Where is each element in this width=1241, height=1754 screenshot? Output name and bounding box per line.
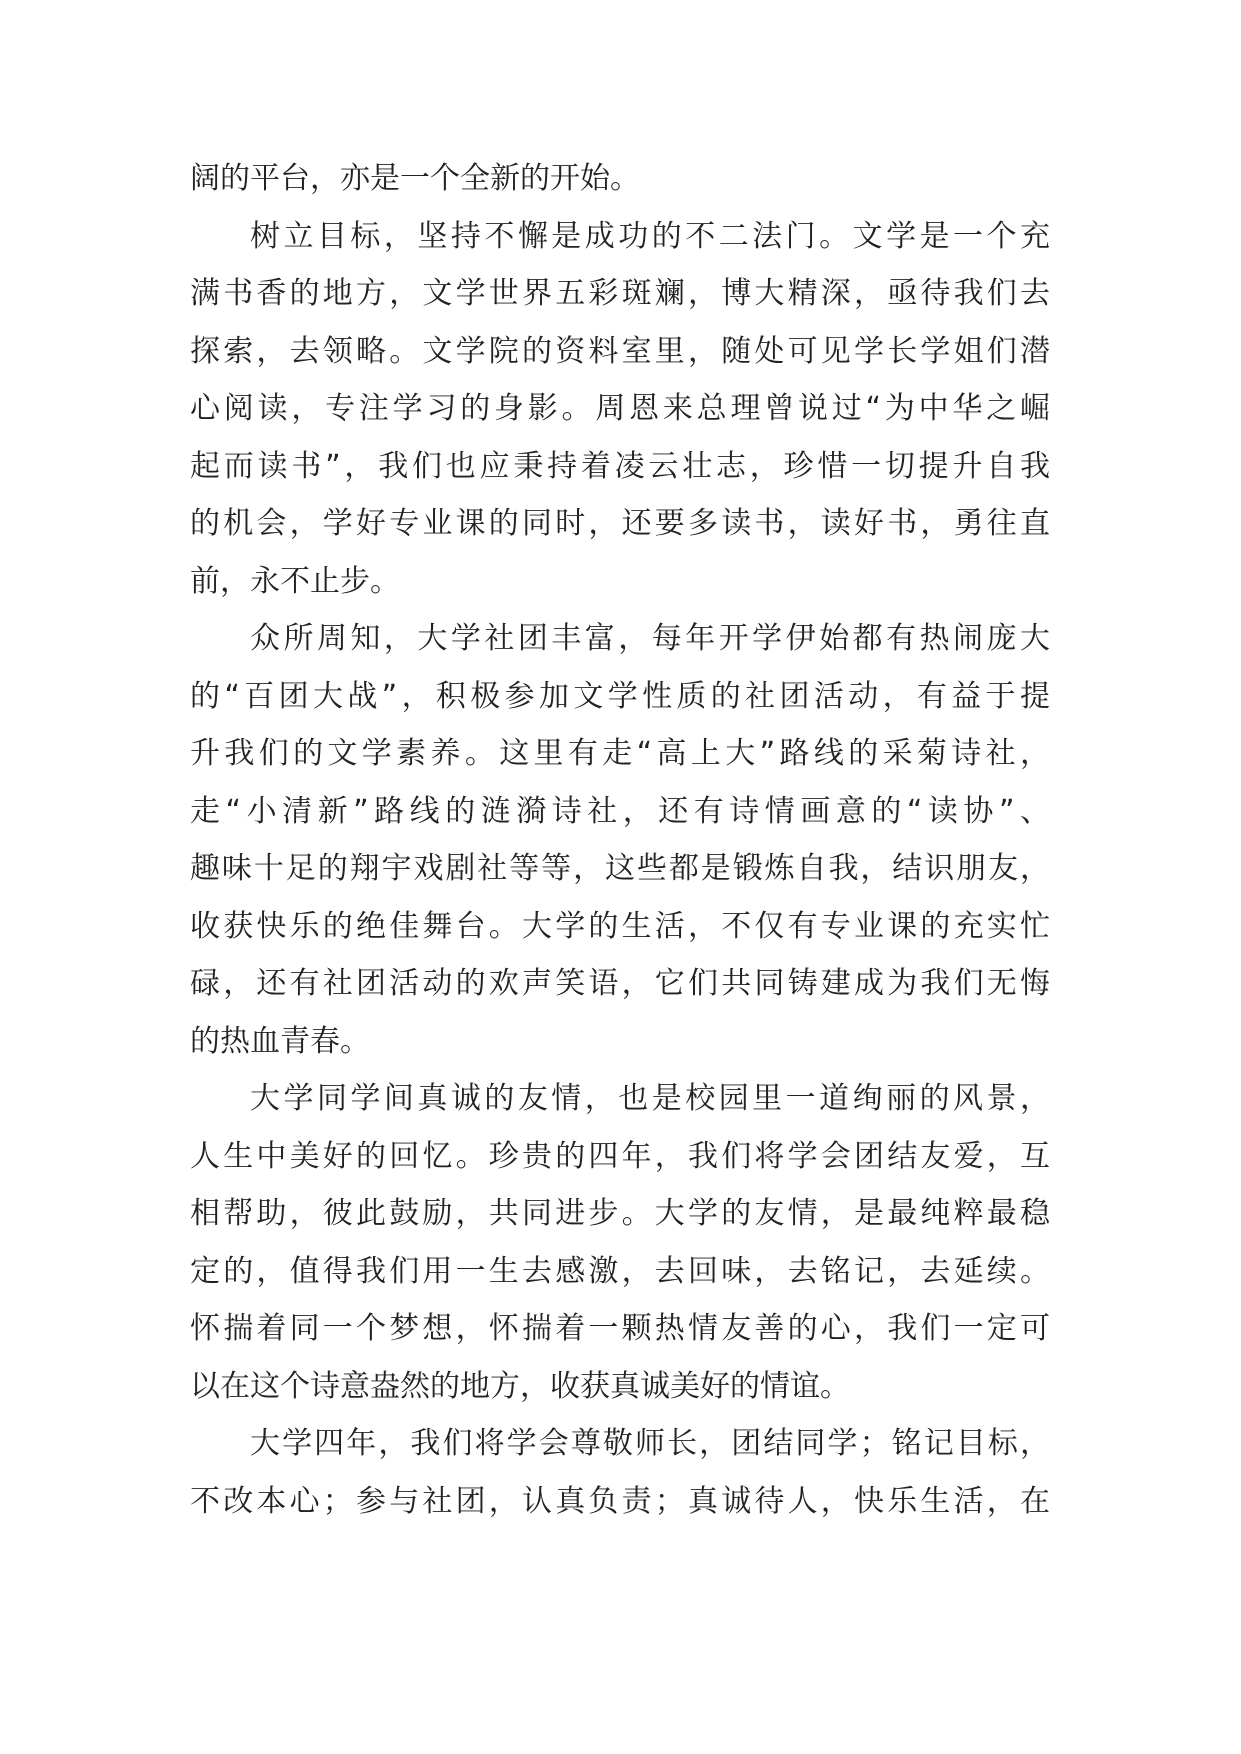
text-line: 大学四年，我们将学会尊敬师长，团结同学；铭记目标，: [250, 1426, 1050, 1461]
text-line: 趣味十足的翔宇戏剧社等等，这些都是锻炼自我，结识朋友，: [190, 851, 1050, 886]
text-line: 阔的平台，亦是一个全新的开始。: [190, 161, 640, 196]
text-line: 不改本心；参与社团，认真负责；真诚待人，快乐生活，在: [190, 1483, 1050, 1519]
text-line: 满书香的地方，文学世界五彩斑斓，博大精深，亟待我们去: [190, 276, 1050, 311]
text-line: 的热血青春。: [190, 1023, 370, 1059]
text-line: 人生中美好的回忆。珍贵的四年，我们将学会团结友爱，互: [190, 1138, 1050, 1174]
text-line: 以在这个诗意盎然的地方，收获真诚美好的情谊。: [190, 1368, 850, 1404]
text-line: 相帮助，彼此鼓励，共同进步。大学的友情，是最纯粹最稳: [190, 1196, 1050, 1231]
text-line: 升我们的文学素养。这里有走“高上大”路线的采菊诗社，: [190, 736, 1050, 771]
text-line: 树立目标，坚持不懈是成功的不二法门。文学是一个充: [250, 218, 1050, 254]
text-line: 探索，去领略。文学院的资料室里，随处可见学长学姐们潜: [190, 333, 1050, 369]
text-line: 众所周知，大学社团丰富，每年开学伊始都有热闹庞大: [250, 621, 1050, 656]
text-line: 前，永不止步。: [190, 563, 400, 599]
text-line: 收获快乐的绝佳舞台。大学的生活，不仅有专业课的充实忙: [190, 908, 1050, 944]
text-line: 怀揣着同一个梦想，怀揣着一颗热情友善的心，我们一定可: [190, 1311, 1050, 1346]
text-line: 的“百团大战”，积极参加文学性质的社团活动，有益于提: [190, 678, 1050, 714]
text-line: 碌，还有社团活动的欢声笑语，它们共同铸建成为我们无悔: [190, 966, 1050, 1001]
text-line: 大学同学间真诚的友情，也是校园里一道绚丽的风景，: [250, 1081, 1050, 1116]
text-line: 的机会，学好专业课的同时，还要多读书，读好书，勇往直: [190, 506, 1050, 541]
text-line: 起而读书”，我们也应秉持着凌云壮志，珍惜一切提升自我: [190, 448, 1050, 484]
text-line: 定的，值得我们用一生去感激，去回味，去铭记，去延续。: [190, 1253, 1050, 1289]
text-line: 心阅读，专注学习的身影。周恩来总理曾说过“为中华之崛: [190, 391, 1050, 426]
body-text: [190, 150, 1050, 1530]
text-line: 走“小清新”路线的涟漪诗社，还有诗情画意的“读协”、: [190, 793, 1050, 829]
